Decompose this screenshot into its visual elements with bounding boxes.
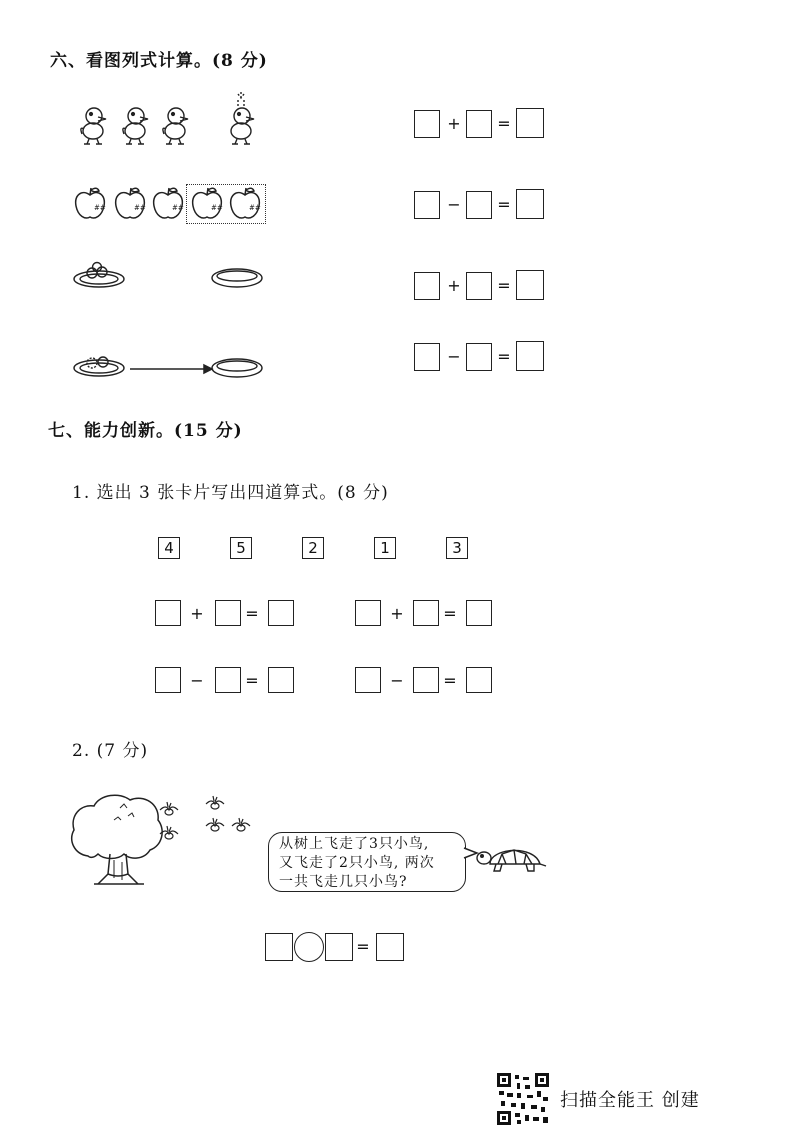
equals-sign: = [497, 114, 511, 133]
number-card: 2 [302, 537, 324, 559]
plus-sign: + [447, 114, 461, 133]
number-card: 5 [230, 537, 252, 559]
svg-text:##: ## [249, 204, 261, 212]
svg-text:##: ## [94, 204, 106, 212]
answer-box[interactable] [466, 667, 492, 693]
answer-box[interactable] [355, 600, 381, 626]
answer-box[interactable] [155, 600, 181, 626]
apple-icon [72, 186, 108, 222]
answer-box[interactable] [516, 108, 544, 138]
apple-icon [112, 186, 148, 222]
answer-box[interactable] [376, 933, 404, 961]
minus-sign: − [390, 671, 404, 690]
answer-box[interactable] [466, 343, 492, 371]
number-card: 3 [446, 537, 468, 559]
equals-sign: = [497, 276, 511, 295]
equals-sign: = [443, 671, 457, 690]
question-1-title: 1. 选出 3 张卡片写出四道算式。(8 分) [72, 483, 389, 503]
footer-watermark: 扫描全能王 创建 [560, 1090, 700, 1111]
duck-icon [76, 104, 112, 146]
equals-sign: = [497, 195, 511, 214]
answer-box[interactable] [265, 933, 293, 961]
duck-icon [224, 90, 260, 146]
answer-box[interactable] [414, 272, 440, 300]
plate-icon [72, 260, 126, 290]
plate-icon [72, 350, 126, 378]
answer-box[interactable] [215, 667, 241, 693]
question-2-title: 2. (7 分) [72, 741, 149, 761]
tree-icon [68, 790, 168, 888]
apple-icon [189, 186, 225, 222]
svg-text:##: ## [134, 204, 146, 212]
answer-box[interactable] [414, 343, 440, 371]
section-7-title: 七、能力创新。(15 分) [48, 421, 243, 441]
answer-box[interactable] [215, 600, 241, 626]
answer-box[interactable] [268, 600, 294, 626]
operator-circle[interactable] [294, 932, 324, 962]
bird-icon [204, 794, 226, 812]
equals-sign: = [443, 604, 457, 623]
svg-text:##: ## [211, 204, 223, 212]
plus-sign: + [390, 604, 404, 623]
minus-sign: − [447, 347, 461, 366]
answer-box[interactable] [413, 600, 439, 626]
bird-icon [230, 816, 252, 834]
answer-box[interactable] [516, 189, 544, 219]
plate-icon [210, 266, 264, 290]
equals-sign: = [497, 347, 511, 366]
equals-sign: = [356, 937, 370, 956]
plus-sign: + [190, 604, 204, 623]
bird-icon [204, 816, 226, 834]
bird-icon [158, 800, 180, 818]
answer-box[interactable] [466, 272, 492, 300]
apple-icon [150, 186, 186, 222]
answer-box[interactable] [466, 191, 492, 219]
plate-icon [210, 354, 264, 380]
number-card: 1 [374, 537, 396, 559]
duck-icon [158, 104, 194, 146]
section-6-title: 六、看图列式计算。(8 分) [50, 51, 268, 71]
speech-line: 一共飞走几只小鸟? [279, 874, 408, 890]
answer-box[interactable] [268, 667, 294, 693]
answer-box[interactable] [413, 667, 439, 693]
answer-box[interactable] [155, 667, 181, 693]
number-card: 4 [158, 537, 180, 559]
apple-icon [227, 186, 263, 222]
speech-line: 从树上飞走了3只小鸟, [279, 836, 430, 852]
svg-text:##: ## [172, 204, 184, 212]
answer-box[interactable] [466, 600, 492, 626]
speech-line: 又飞走了2只小鸟, 两次 [279, 855, 435, 871]
turtle-icon [476, 840, 548, 876]
qr-code-icon [497, 1073, 549, 1125]
plus-sign: + [447, 276, 461, 295]
answer-box[interactable] [414, 191, 440, 219]
minus-sign: − [447, 195, 461, 214]
answer-box[interactable] [325, 933, 353, 961]
answer-box[interactable] [516, 270, 544, 300]
answer-box[interactable] [414, 110, 440, 138]
equals-sign: = [245, 604, 259, 623]
arrow-icon [130, 364, 212, 374]
speech-bubble [268, 832, 466, 892]
duck-icon [118, 104, 154, 146]
answer-box[interactable] [466, 110, 492, 138]
answer-box[interactable] [355, 667, 381, 693]
bird-icon [158, 824, 180, 842]
minus-sign: − [190, 671, 204, 690]
answer-box[interactable] [516, 341, 544, 371]
equals-sign: = [245, 671, 259, 690]
